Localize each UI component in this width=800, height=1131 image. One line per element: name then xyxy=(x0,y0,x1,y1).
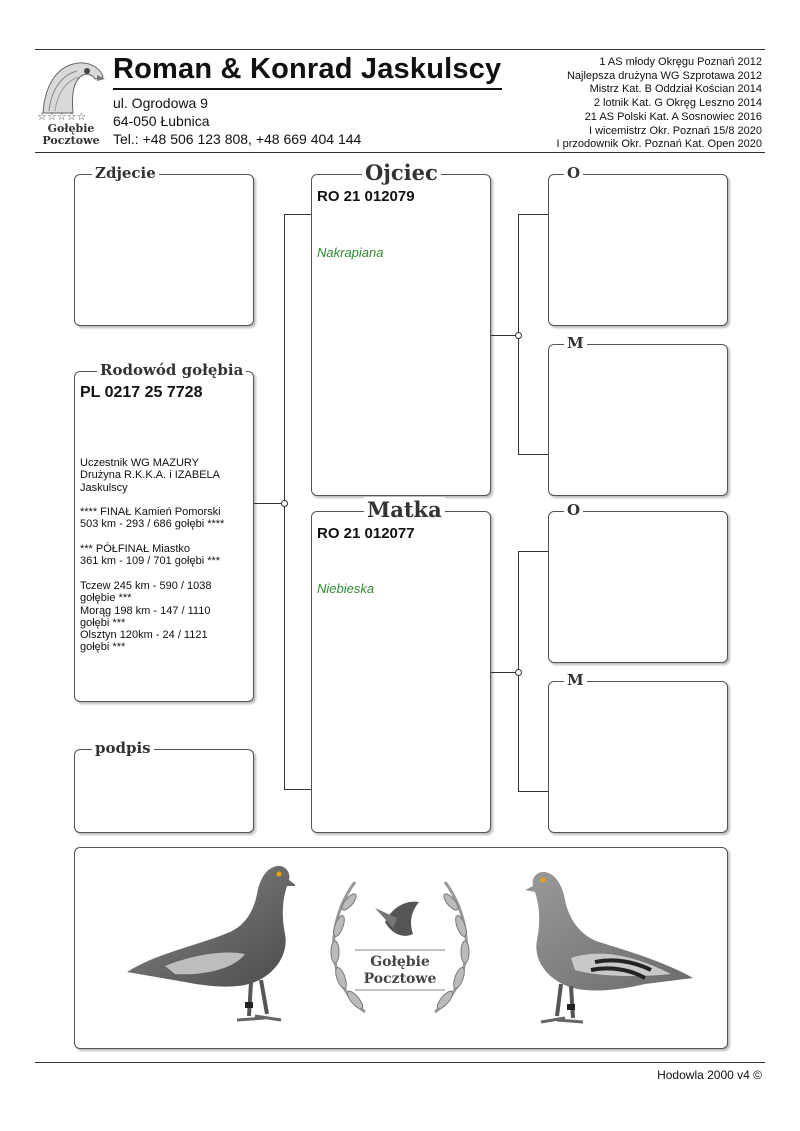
achievement-item: 2 lotnik Kat. G Okręg Leszno 2014 xyxy=(593,97,762,110)
grandfather-maternal-box xyxy=(548,511,728,663)
footer-rule xyxy=(35,1062,765,1063)
address-line-1: ul. Ogrodowa 9 xyxy=(113,95,208,111)
note-line: **** FINAŁ Kamień Pomorski xyxy=(80,506,221,519)
emblem-laurel-icon xyxy=(315,862,485,1038)
connector-line xyxy=(518,791,548,792)
father-ring-number: RO 21 012079 xyxy=(317,188,415,205)
pedigree-ring-number: PL 0217 25 7728 xyxy=(80,384,203,401)
emblem-label-1: Gołębie xyxy=(370,954,430,970)
note-spacer xyxy=(80,494,252,506)
pedigree-legend: Rodowód gołębia xyxy=(97,361,246,379)
achievement-item: Najlepsza drużyna WG Szprotawa 2012 xyxy=(566,69,762,82)
connector-line xyxy=(254,503,284,504)
logo-label: Gołębie Pocztowe xyxy=(42,122,100,147)
achievement-item: 21 AS Polski Kat. A Sosnowiec 2016 xyxy=(584,110,762,123)
connector-node-icon xyxy=(281,500,288,507)
logo xyxy=(35,55,107,147)
connector-line xyxy=(491,335,518,336)
photo-legend: Zdjecie xyxy=(92,164,159,182)
pedigree-notes xyxy=(80,457,252,654)
mother-legend: Matka xyxy=(364,497,445,522)
achievements-list xyxy=(557,56,762,152)
pigeon-right-icon xyxy=(495,858,695,1034)
note-line: Uczestnik WG MAZURY xyxy=(80,457,199,469)
note-spacer xyxy=(80,568,252,580)
photo-box xyxy=(74,174,254,326)
logo-stars: ☆☆☆☆☆ xyxy=(37,111,87,123)
connector-line xyxy=(518,454,548,455)
note-line: Olsztyn 120km - 24 / 1121 xyxy=(80,629,208,642)
connector-line xyxy=(518,214,548,215)
pigeon-left-icon xyxy=(125,854,295,1034)
connector-line xyxy=(284,214,311,215)
note-line: Tczew 245 km - 590 / 1038 xyxy=(80,579,212,592)
achievement-item: 1 AS młody Okręgu Poznań 2012 xyxy=(599,56,762,68)
grandmother-maternal-legend: M xyxy=(564,671,587,689)
address-line-2: 64-050 Łubnica xyxy=(113,113,210,129)
note-line: Jaskulscy xyxy=(80,481,128,494)
signature-legend: podpis xyxy=(92,739,154,757)
grandmother-paternal-legend: M xyxy=(564,334,587,352)
connector-node-icon xyxy=(515,332,522,339)
connector-line xyxy=(491,672,518,673)
footer-banner xyxy=(74,847,728,1049)
grandfather-paternal-box xyxy=(548,174,728,326)
note-spacer xyxy=(80,531,252,543)
grandmother-paternal-box xyxy=(548,344,728,496)
emblem-label-2: Pocztowe xyxy=(363,971,437,987)
phone: Tel.: +48 506 123 808, +48 669 404 144 xyxy=(113,131,362,147)
achievement-item: Mistrz Kat. B Oddział Kościan 2014 xyxy=(589,83,762,96)
breeder-name-underline xyxy=(113,88,502,90)
header-top-rule xyxy=(35,49,765,50)
header-bottom-rule xyxy=(35,152,765,153)
father-legend: Ojciec xyxy=(362,160,441,185)
achievement-item: I przodownik Okr. Poznań Kat. Open 2020 xyxy=(556,138,762,151)
mother-ring-number: RO 21 012077 xyxy=(317,525,415,542)
achievement-item: I wicemistrz Okr. Poznań 15/8 2020 xyxy=(588,124,762,137)
grandfather-maternal-legend: O xyxy=(564,501,583,519)
footer-credit: Hodowla 2000 v4 © xyxy=(657,1068,762,1082)
breeder-name: Roman & Konrad Jaskulscy xyxy=(113,53,502,85)
note-line: Drużyna R.K.K.A. i IZABELA xyxy=(80,469,220,482)
mother-color: Niebieska xyxy=(317,581,375,596)
grandfather-paternal-legend: O xyxy=(564,164,583,182)
note-line: gołębi *** xyxy=(80,641,126,654)
note-line: 361 km - 109 / 701 gołębi *** xyxy=(80,555,221,568)
note-line: *** PÓŁFINAŁ Miastko xyxy=(80,543,191,556)
note-line: gołębi *** xyxy=(80,616,126,629)
pigeon-head-logo-icon xyxy=(35,55,107,115)
father-box xyxy=(311,174,491,496)
note-line: Morąg 198 km - 147 / 1110 xyxy=(80,604,211,617)
note-line: 503 km - 293 / 686 gołębi **** xyxy=(80,518,225,531)
note-line: gołębie *** xyxy=(80,592,132,605)
connector-line xyxy=(518,551,548,552)
father-color: Nakrapiana xyxy=(317,245,384,260)
mother-box xyxy=(311,511,491,833)
grandmother-maternal-box xyxy=(548,681,728,833)
signature-box xyxy=(74,749,254,833)
connector-line xyxy=(284,789,311,790)
connector-node-icon xyxy=(515,669,522,676)
